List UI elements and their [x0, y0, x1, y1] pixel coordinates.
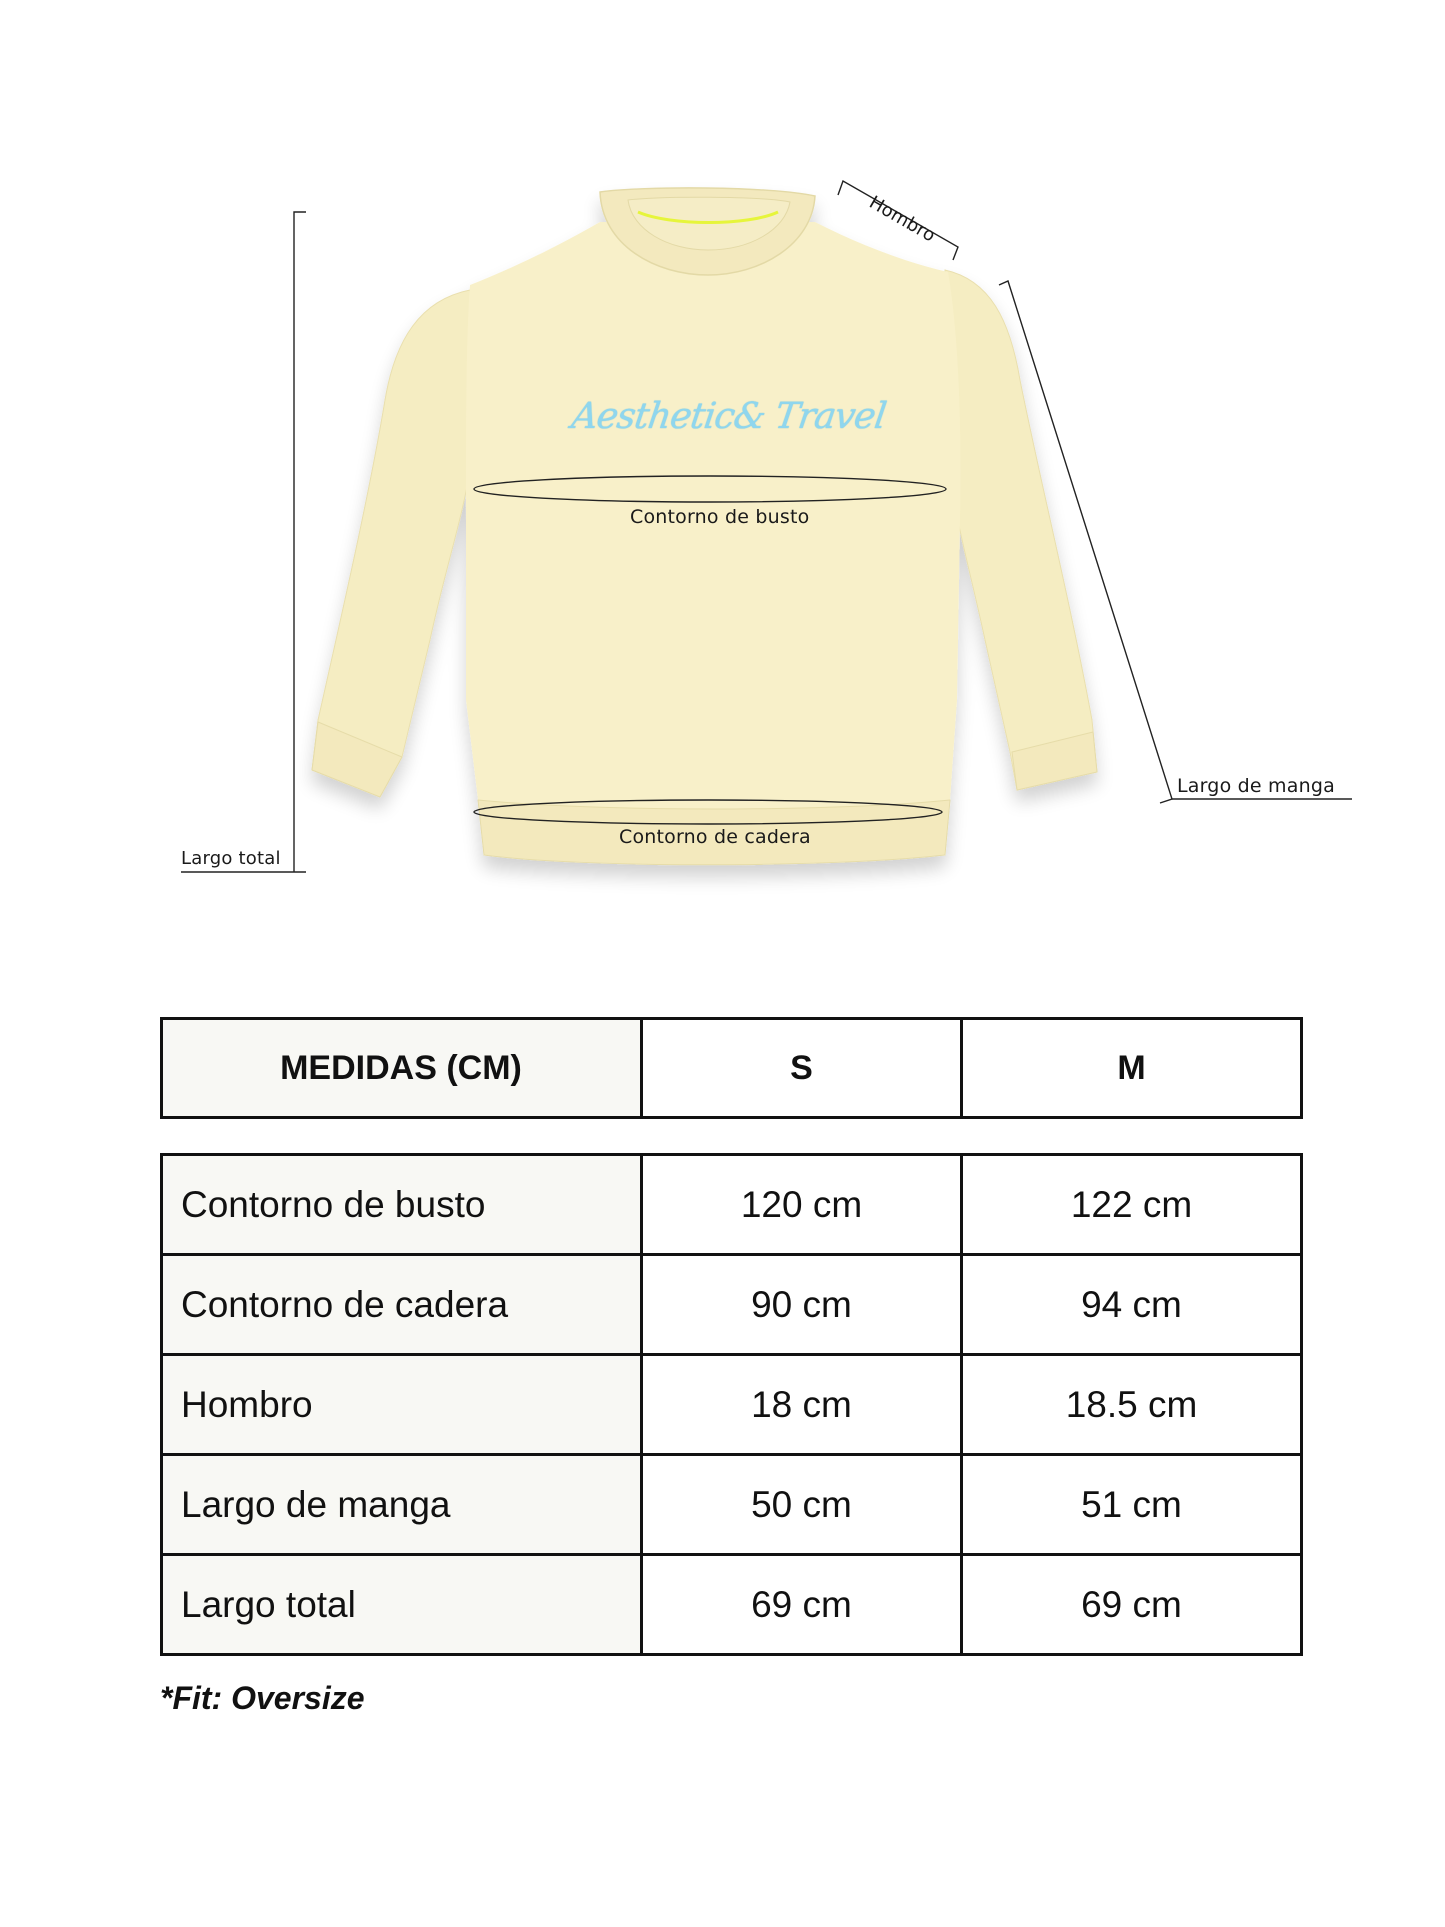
header-row	[162, 1019, 1302, 1118]
size-m-value: 122 cm	[962, 1155, 1302, 1255]
row-label: Contorno de cadera	[162, 1255, 642, 1355]
table-row	[162, 1255, 1302, 1355]
size-s-value: 120 cm	[642, 1155, 962, 1255]
size-s-value: 18 cm	[642, 1355, 962, 1455]
table-row	[162, 1355, 1302, 1455]
size-s-value: 90 cm	[642, 1255, 962, 1355]
row-label: Contorno de busto	[162, 1155, 642, 1255]
sweatshirt-illustration	[0, 0, 1445, 960]
row-label: Largo de manga	[162, 1455, 642, 1555]
label-total-length: Largo total	[181, 848, 281, 869]
size-m-value: 69 cm	[962, 1555, 1302, 1655]
table-row	[162, 1555, 1302, 1655]
total-length-marker	[181, 212, 306, 872]
header-size-s: S	[642, 1019, 962, 1118]
garment-measurement-figure	[0, 0, 1445, 960]
label-sleeve-length: Largo de manga	[1177, 775, 1335, 797]
size-m-value: 94 cm	[962, 1255, 1302, 1355]
label-shoulder: Hombro	[865, 192, 939, 247]
header-size-m: M	[962, 1019, 1302, 1118]
embroidery-logo: Aesthetic& Travel	[569, 396, 889, 437]
table-row	[162, 1455, 1302, 1555]
label-hip: Contorno de cadera	[619, 826, 811, 848]
table-row	[162, 1155, 1302, 1255]
row-label: Hombro	[162, 1355, 642, 1455]
size-s-value: 69 cm	[642, 1555, 962, 1655]
label-bust: Contorno de busto	[630, 506, 810, 528]
size-table-header	[160, 1017, 1303, 1119]
header-measures: MEDIDAS (CM)	[162, 1019, 642, 1118]
fit-note: *Fit: Oversize	[160, 1680, 365, 1716]
size-m-value: 18.5 cm	[962, 1355, 1302, 1455]
size-m-value: 51 cm	[962, 1455, 1302, 1555]
row-label: Largo total	[162, 1555, 642, 1655]
size-table-body	[160, 1153, 1303, 1656]
size-s-value: 50 cm	[642, 1455, 962, 1555]
